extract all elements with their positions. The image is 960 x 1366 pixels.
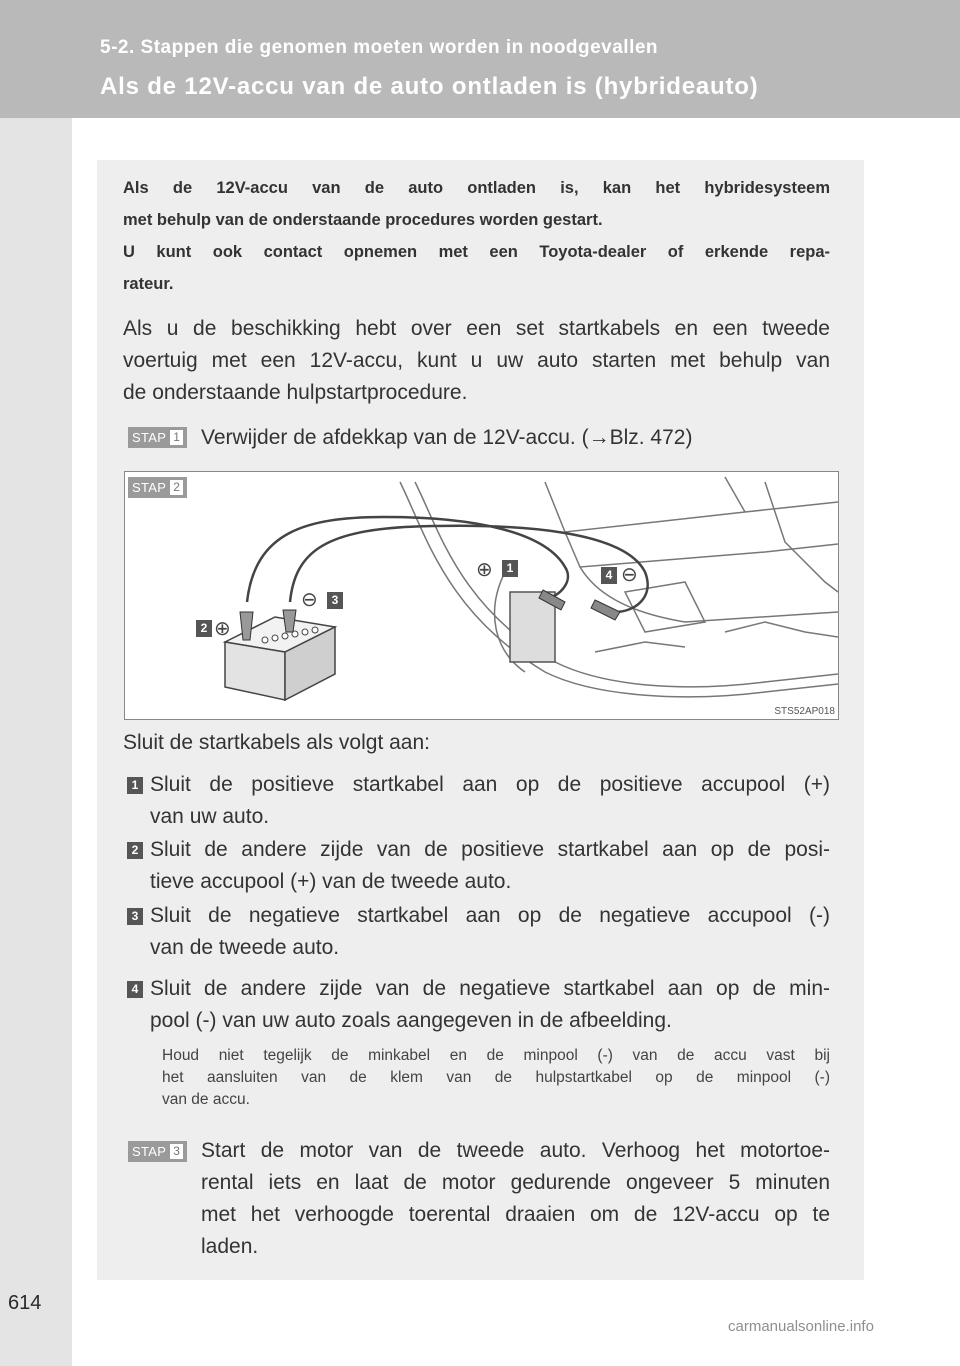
item-4-line-2: pool (-) van uw auto zoals aangegeven in de afbeelding. [150,1009,672,1032]
minus-symbol-3: ⊖ [301,589,318,611]
step-3-line-1: Start de motor van de tweede auto. Verhoog het motortoe- [201,1139,830,1162]
intro-body-line-3: de onderstaande hulpstartprocedure. [123,381,468,404]
note-line-3: van de accu. [162,1091,250,1108]
intro-body-line-1: Als u de beschikking hebt over een set startkabels en een tweede [123,317,830,340]
callout-1: 1 [502,560,518,577]
note-line-1: Houd niet tegelijk de minkabel en de minpool (-) van de accu vast bij [162,1047,830,1064]
step-1-text: Verwijder de afdekkap van de 12V-accu. (→Blz. 472) [201,426,693,449]
step-3-line-2: rental iets en laat de motor gedurende ongeveer 5 minuten [201,1171,830,1194]
item-1-number: 1 [127,777,143,794]
callout-3: 3 [327,592,343,609]
item-4-number: 4 [127,981,143,998]
item-2-number: 2 [127,842,143,859]
step-3-line-3: met het verhoogde toerental draaien om de 12V-accu op te [201,1203,830,1226]
minus-symbol-4: ⊖ [621,564,638,586]
note-line-2: het aansluiten van de klem van de hulpstartkabel op de minpool (-) [162,1069,830,1086]
step-1-badge: STAP 1 [128,427,196,448]
plus-symbol-1: ⊕ [476,559,493,581]
item-3-number: 3 [127,908,143,925]
step-2-badge: STAP 2 [128,477,187,498]
watermark-text: carmanualsonline.info [728,1318,874,1335]
section-title: 5-2. Stappen die genomen moeten worden in noodgevallen [100,37,659,58]
item-3-line-2: van de tweede auto. [150,936,340,959]
item-1-line-2: van uw auto. [150,805,270,828]
callout-2: 2 [196,620,212,637]
page-title: Als de 12V-accu van de auto ontladen is (hybrideauto) [100,73,759,100]
intro-bold-line-1: Als de 12V-accu van de auto ontladen is, kan het hybridesysteem [123,179,830,197]
intro-bold-line-2: met behulp van de onderstaande procedures worden gestart. [123,211,603,229]
item-2-line-1: Sluit de andere zijde van de positieve startkabel aan op de posi- [150,838,830,861]
item-2-line-2: tieve accupool (+) van de tweede auto. [150,870,512,893]
step-3-line-4: laden. [201,1235,259,1258]
intro-body-line-2: voertuig met een 12V-accu, kunt u uw auto starten met behulp van [123,349,830,372]
intro-bold-line-3: U kunt ook contact opnemen met een Toyota-dealer of erkende repa- [123,243,830,261]
page-header [0,0,960,118]
intro-bold-line-4: rateur. [123,275,174,293]
item-4-line-1: Sluit de andere zijde van de negatieve startkabel aan op de min- [150,977,830,1000]
left-margin-bar [0,118,72,1366]
figure-code: STS52AP018 [774,706,835,717]
step-3-badge: STAP 3 [128,1141,196,1162]
plus-symbol-2: ⊕ [214,618,231,640]
jump-start-illustration [124,471,839,720]
item-1-line-1: Sluit de positieve startkabel aan op de positieve accupool (+) [150,773,830,796]
page-number: 614 [8,1292,42,1314]
illustration-drawing [125,472,838,719]
connect-intro: Sluit de startkabels als volgt aan: [123,731,431,754]
item-3-line-1: Sluit de negatieve startkabel aan op de negatieve accupool (-) [150,904,830,927]
callout-4: 4 [601,567,617,584]
